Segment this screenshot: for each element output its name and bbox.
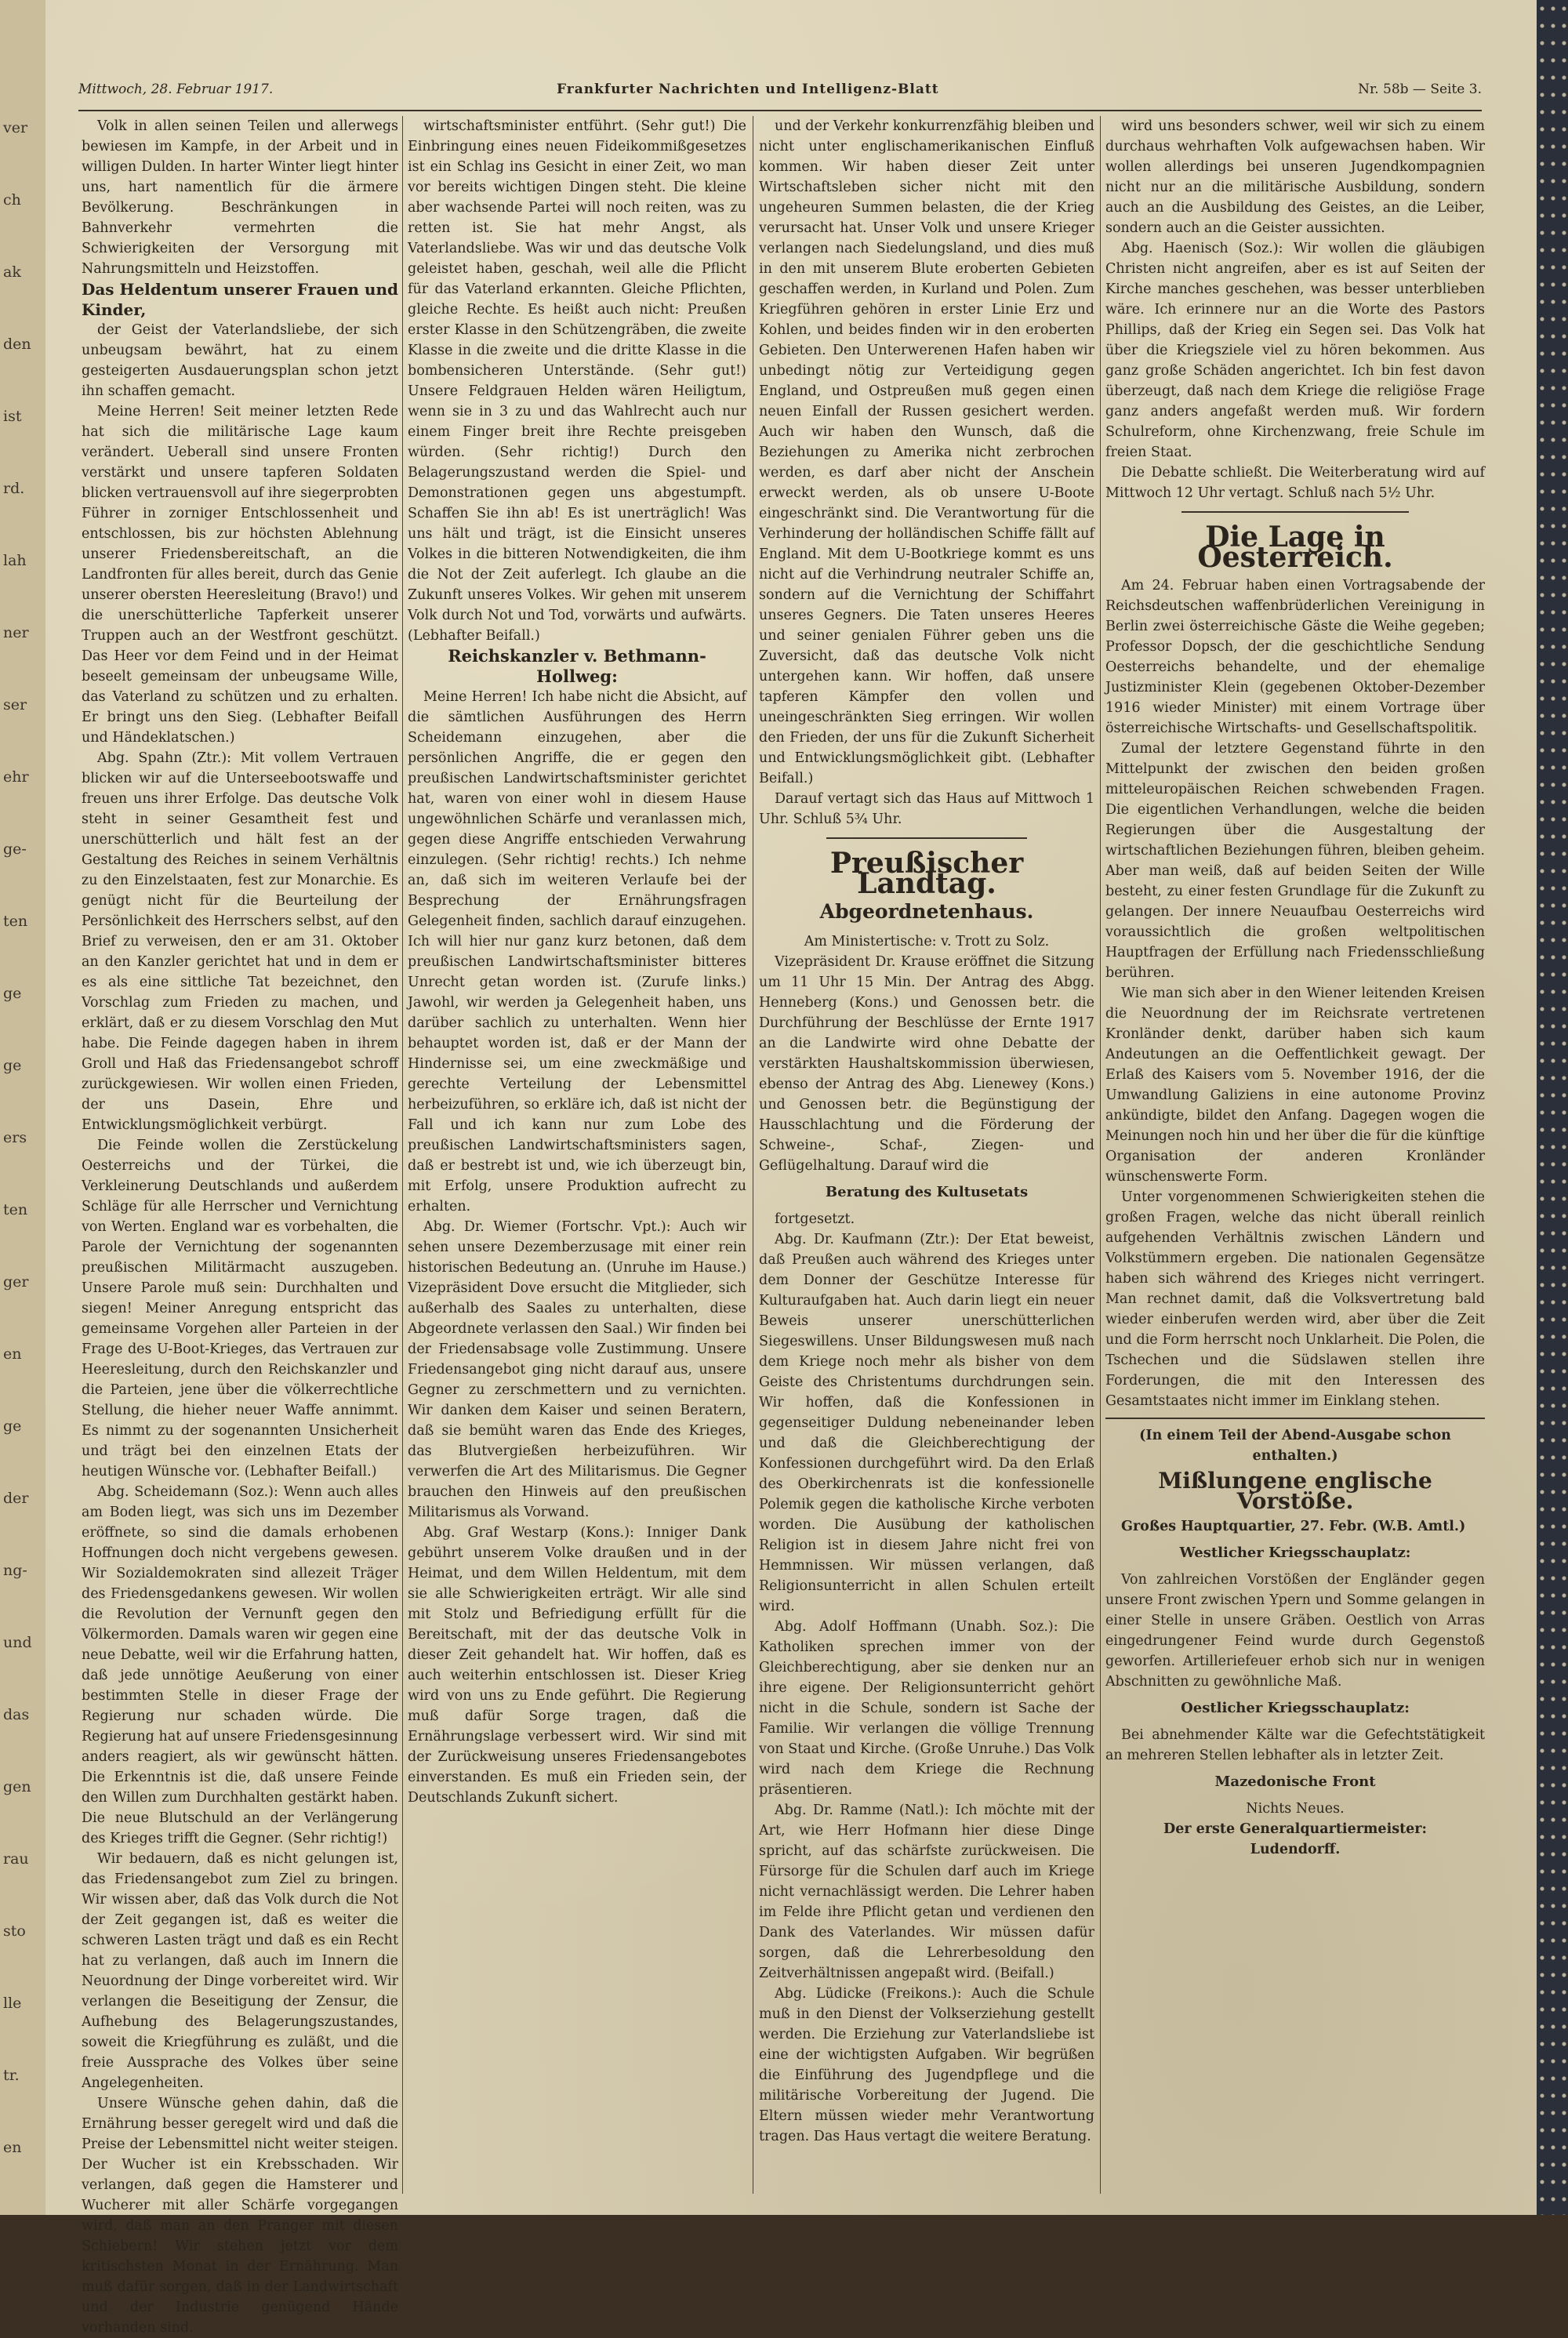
- binding-edge: [1537, 0, 1568, 2215]
- adjacent-page-fragment: ehr: [3, 768, 29, 786]
- column-2: [408, 116, 746, 2202]
- eastern-front-heading: Oestlicher Kriegsschauplatz:: [1181, 1700, 1410, 1716]
- macedonian-front-heading: Mazedonische Front: [1214, 1773, 1376, 1790]
- article-paragraph: fortgesetzt.: [775, 1211, 855, 1227]
- page-header: [78, 82, 1482, 108]
- article-paragraph: Abg. Lüdicke (Freikons.): Auch die Schule muß in den Dienst der Volkserziehung gestellt werden. Die Erziehung zur Vaterlandsliebe ist eine der wichtigsten Aufgaben. Wir begrüßen die Einführung des Jugendpflege und die militärische Vorbereitung der Jugend. Die Eltern müssen wieder mehr Verantwortung tragen. Das Haus vertagt die weitere Beratung.: [759, 1986, 1094, 2144]
- adjacent-page-fragment: ers: [3, 1129, 27, 1146]
- article-paragraph: Abg. Dr. Kaufmann (Ztr.): Der Etat beweist, daß Preußen auch während des Krieges unter dem Donner der Geschütze Interesse für Kulturaufgaben hat. Auch darin liegt ein neuer Beweis unserer unerschütterlichen Siegeswillens. Unser Bildungswesen muß nach dem Kriege noch mehr als bisher von dem Geiste des Christentums durchdrungen sein. Wir hoffen, daß die Konfessionen in gegenseitiger Duldung nebeneinander leben und daß die Gleichberechtigung der Konfessionen durchgeführt wird. Da den Erlaß des Oberkirchenrats ist die konfessionelle Polemik gegen die katholische Kirche verboten worden. Die Ausübung der katholischen Religion ist in diesem Jahre nicht frei von Hemmnissen. Wir müssen verlangen, daß Religionsunterricht in allen Schulen erteilt wird.: [759, 1232, 1094, 1614]
- article-paragraph: Abg. Spahn (Ztr.): Mit vollem Vertrauen blicken wir auf die Unterseebootswaffe und freuen uns ihrer Erfolge. Das deutsche Volk steht in seiner Gesamtheit fest und unerschütterlich und hält fest an der Gestaltung des Reiches in seinem Verhältnis zu den Einzelstaaten, fest zur Monarchie. Es genügt nicht für die Beurteilung der Persönlichkeit des Herrschers selbst, auf den Brief zu verweisen, den er am 31. Oktober an den Kanzler gerichtet hat und in dem er es als eine sittliche Tat bezeichnet, den Vorschlag zum Frieden zu machen, und erklärt, daß er zu diesem Vorschlag den Mut habe. Die Feinde dagegen haben in ihrem Groll und Haß das Friedensangebot schroff zurückgewiesen. Wir wollen einen Frieden, der uns Dasein, Ehre und Entwicklungsmöglichkeit verbürgt.: [82, 750, 398, 1133]
- article-title: Preußischer Landtag.: [829, 847, 1024, 900]
- article-title: Die Lage in Oesterreich.: [1197, 521, 1393, 574]
- edition-note: (In einem Teil der Abend-Ausgabe schon enthalten.): [1139, 1428, 1451, 1464]
- article-paragraph: Abg. Scheidemann (Soz.): Wenn auch alles am Boden liegt, was sich uns im Dezember eröffnete, so sind die damals erhobenen Hoffnungen doch nicht vergebens gewesen. Wir Sozialdemokraten sind allezeit Träger des Friedensgedankens gewesen. Wir wollen die Revolution der Vernunft gegen den Völkermorden. Damals waren wir gegen eine neue Debatte, weil wir die Erfahrung hatten, daß jede unnötige Aeußerung von einer bestimmten Stelle in dieser Frage der Regierung nur schaden würde. Die Regierung hat auf unsere Friedensgesinnung anders reagiert, als wir gewünscht hätten. Die Erkenntnis ist die, daß unsere Feinde den Willen zum Durchhalten gestärkt haben. Die neue Blutschuld an der Verlängerung des Krieges trifft die Gegner. (Sehr richtig!): [82, 1484, 398, 1846]
- western-front-text: Von zahlreichen Vorstößen der Engländer gegen unsere Front zwischen Ypern und Somme gelangen in einer Stelle in unsere Gräben. Oestlich von Arras eingedrungener Feind wurde durch Gegenstoß geworfen. Artilleriefeuer erhob sich nur in wenigen Abschnitten zu gewöhnliche Maß.: [1105, 1572, 1485, 1690]
- adjacent-page-fragment: lle: [3, 1995, 22, 2012]
- column-3: [759, 116, 1094, 2202]
- adjacent-page-fragment: tr.: [3, 2067, 20, 2084]
- signoff-title: Der erste Generalquartiermeister:: [1163, 1821, 1427, 1837]
- adjacent-page-fragment: ver: [3, 119, 28, 136]
- adjacent-page-fragment: ge: [3, 985, 22, 1002]
- adjacent-page-fragment: und: [3, 1634, 32, 1651]
- adjacent-page-fragment: ge: [3, 1418, 22, 1435]
- adjacent-page-fragment: ger: [3, 1273, 29, 1291]
- adjacent-page-fragment: rd.: [3, 480, 25, 497]
- adjacent-page-fragment: ng-: [3, 1562, 27, 1579]
- newspaper-title: Frankfurter Nachrichten und Intelligenz-Blatt: [557, 82, 939, 97]
- article-paragraph: Vizepräsident Dr. Krause eröffnet die Sitzung um 11 Uhr 15 Min. Der Antrag des Abgg. Henneberg (Kons.) und Genossen betr. die Durchführung der Beschlüsse der Ernte 1917 an die Landwirte wird ohne Debatte der verstärkten Haushaltskommission überwiesen, ebenso der Antrag des Abg. Lienewey (Kons.) und Genossen betr. die Begünstigung der Hausschlachtung und die Förderung der Schweine-, Schaf-, Ziegen- und Geflügelhaltung. Darauf wird die: [759, 954, 1094, 1174]
- adjacent-page-fragment: sto: [3, 1922, 26, 1940]
- adjacent-page-fragment: en: [3, 2139, 22, 2156]
- section-heading: Das Heldentum unserer Frauen und Kinder,: [82, 280, 398, 319]
- adjacent-page-fragment: das: [3, 1706, 30, 1723]
- article-paragraph: der Geist der Vaterlandsliebe, der sich unbeugsam bewährt, hat zu einem gesteigerten Ausdauerungsplan schon jetzt ihn schaffen gemacht.: [82, 322, 398, 399]
- article-paragraph: Die Debatte schließt. Die Weiterberatung wird auf Mittwoch 12 Uhr vertagt. Schluß nach 5½ Uhr.: [1105, 465, 1485, 501]
- column-divider: [402, 116, 403, 2194]
- article-paragraph: Die Feinde wollen die Zerstückelung Oesterreichs und der Türkei, die Verkleinerung Deutschlands und außerdem Schläge für alle Herrscher und Vernichtung von Werten. England war es vorbehalten, die Parole der Vernichtung der sogenannten preußischen Militärmacht auszugeben. Unsere Parole muß sein: Durchhalten und siegen! Meiner Anregung entspricht das gemeinsame Vorgehen aller Parteien in der Frage des U-Boot-Krieges, das Vertrauen zur Heeresleitung, durch den Reichskanzler und die Parteien, jene über die völkerrechtliche Stellung, die hieher neuer Waffe annimmt. Es nimmt zu der sogenannten Unsicherheit und trägt bei den einzelnen Etats der heutigen Wünsche vor. (Lebhafter Beifall.): [82, 1138, 398, 1479]
- column-1: [82, 116, 398, 2336]
- adjacent-page-fragment: gen: [3, 1778, 31, 1795]
- adjacent-page-fragment: der: [3, 1490, 29, 1507]
- article-paragraph: Meine Herren! Ich habe nicht die Absicht, auf die sämtlichen Ausführungen des Herrn Scheidemann einzugehen, aber die persönlichen Angriffe, die er gegen den preußischen Landwirtschaftsminister gerichtet hat, waren von einer wohl in diesem Hause ungewöhnlichen Schärfe und veranlassen mich, gegen diese Angriffe entschieden Verwahrung einzulegen. (Sehr richtig! rechts.) Ich nehme an, daß sich im weiteren Verlaufe bei der Besprechung der Ernährungsfragen Gelegenheit finden, sachlich darauf einzugehen. Ich will hier nur ganz kurz betonen, daß dem preußischen Landwirtschaftsminister bitteres Unrecht getan worden ist. (Zurufe links.) Jawohl, wir werden ja Gelegenheit haben, uns darüber sachlich zu unterhalten. Wenn hier behauptet worden ist, daß er der Mann der Hindernisse sei, um eine zweckmäßige und gerechte Verteilung der Lebensmittel herbeizuführen, so erkläre ich, daß ist nicht der Fall und ich kann nur zum Lobe des preußischen Landwirtschaftsministers sagen, daß er bestrebt ist und, wie ich überzeugt bin, mit Erfolg, unsere Produktion aufrecht zu erhalten.: [408, 689, 746, 1214]
- article-paragraph: Abg. Dr. Wiemer (Fortschr. Vpt.): Auch wir sehen unsere Dezemberzusage mit einer rein historischen Bedeutung an. (Unruhe im Hause.) Vizepräsident Dove ersucht die Mitglieder, sich außerhalb des Saales zu unterhalten, diese Abgeordnete verlassen den Saal.) Wir finden bei der Friedensabsage volle Zustimmung. Unsere Friedensangebot ging nicht darauf aus, unsere Gegner zu zerschmettern und zu vernichten. Wir danken dem Kaiser und seinen Beratern, daß sie bemüht waren das Ende des Krieges, das Blutvergießen herbeizuführen. Wir verwerfen die Art des Militarismus. Die Gegner brauchen den Hinweis auf den preußischen Militarismus als Vorwand.: [408, 1219, 746, 1520]
- article-paragraph: Darauf vertagt sich das Haus auf Mittwoch 1 Uhr. Schluß 5¾ Uhr.: [759, 791, 1094, 827]
- adjacent-page-fragment: ak: [3, 263, 21, 281]
- adjacent-page-fragment: ch: [3, 191, 21, 209]
- adjacent-page-fragment: lah: [3, 552, 27, 569]
- western-front-heading: Westlicher Kriegsschauplatz:: [1179, 1545, 1411, 1561]
- article-paragraph: Am 24. Februar haben einen Vortragsabende der Reichsdeutschen waffenbrüderlichen Vereinigung in Berlin zwei österreichische Gäste die Weihe gegeben; Professor Dopsch, der die geschichtliche Sendung Oesterreichs behandelte, und der ehemalige Justizminister Klein (gegebenen Oktober-Dezember 1916 wieder Minister) mit einem Vortrage über österreichische Wirtschafts- und Gesellschaftspolitik.: [1105, 578, 1485, 736]
- article-paragraph: Wir bedauern, daß es nicht gelungen ist, das Friedensangebot zum Ziel zu bringen. Wir wissen aber, daß das Volk durch die Not der Zeit gegangen ist, daß es weiter die schweren Lasten trägt und daß es ein Recht hat zu verlangen, daß auch im Innern die Neuordnung der Dinge vorbereitet wird. Wir verlangen die Beseitigung der Zensur, die Aufhebung des Belagerungszustandes, soweit die Kriegführung es zuläßt, und die freie Aussprache des Volkes über seine Angelegenheiten.: [82, 1851, 398, 2091]
- adjacent-page-fragment: ge: [3, 1057, 22, 1074]
- article-paragraph: Abg. Adolf Hoffmann (Unabh. Soz.): Die Katholiken sprechen immer von der Gleichberechtigung, aber sie denken nur an ihre eigene. Der Religionsunterricht gehört nicht in die Schule, sondern ist Sache der Familie. Wir verlangen die völlige Trennung von Staat und Kirche. (Große Unruhe.) Das Volk wird nach dem Kriege die Rechnung präsentieren.: [759, 1619, 1094, 1798]
- article-paragraph: wirtschaftsminister entführt. (Sehr gut!) Die Einbringung eines neuen Fideikommißgesetzes ist ein Schlag ins Gesicht in einer Zeit, wo man vor bereits wichtigen Dingen steht. Die kleine aber wachsende Partei will noch reiten, was zu retten ist. Sie hat mehr Angst, als Vaterlandsliebe. Was wir und das deutsche Volk geleistet haben, geschah, weil alle die Pflicht für das Vaterland erkannten. Gleiche Pflichten, gleiche Rechte. Es heißt auch nicht: Preußen erster Klasse in den Schützengräben, die zweite Klasse in die zweite und die dritte Klasse in die bombensicheren Unterstände. (Sehr gut!) Unsere Feldgrauen Helden wären Heiligtum, wenn sie in 3 zu und das Wahlrecht auch nur einem Finger breit ihre Rechte preisgeben würden. (Sehr richtig!) Durch den Belagerungszustand werden die Spiel- und Demonstrationen gegen uns abgestumpft. Schaffen Sie ihn ab! Es ist unerträglich! Was uns hält und trägt, ist die Einsicht unseres Volkes in die bitteren Notwendigkeiten, die ihm die Not der Zeit auferlegt. Ich glaube an die Zukunft unseres Volkes. Wir gehen mit unserem Volk durch Not und Tod, vorwärts und aufwärts. (Lebhafter Beifall.): [408, 118, 746, 644]
- adjacent-page-fragment: en: [3, 1345, 22, 1363]
- adjacent-page-fragment: ner: [3, 624, 29, 641]
- adjacent-page-fragment: ten: [3, 913, 28, 930]
- article-paragraph: Wie man sich aber in den Wiener leitenden Kreisen die Neuordnung der im Reichsrate vertretenen Kronländer denkt, darüber haben sich kaum Andeutungen an die Oeffentlichkeit gewagt. Der Erlaß des Kaisers vom 5. November 1916, der die Umwandlung Galiziens in eine autonome Provinz ankündigte, bildet den Anfang. Dagegen wogen die Meinungen noch hin und her über die für die künftige Organisation der anderen Kronländer wünschenswerte Form.: [1105, 986, 1485, 1185]
- article-paragraph: Abg. Dr. Ramme (Natl.): Ich möchte mit der Art, wie Herr Hofmann hier diese Dinge spricht, auf das schärfste zurückweisen. Die Fürsorge für die Schulen darf auch im Kriege nicht vernachlässigt werden. Die Lehrer haben im Felde ihre Pflicht getan und verdienen den Dank des Vaterlandes. Wir müssen dafür sorgen, daß die Lehrerbesoldung den Zeitverhältnissen angepaßt wird. (Beifall.): [759, 1803, 1094, 1981]
- signoff-name: Ludendorff.: [1250, 1842, 1341, 1857]
- header-rule: [78, 110, 1482, 111]
- adjacent-page-fragment: den: [3, 336, 31, 353]
- article-paragraph: wird uns besonders schwer, weil wir sich zu einem durchaus wehrhaften Volk aufgewachsen haben. Wir wollen allerdings bei unseren Jugendkompagnien nicht nur an die militärische Ausbildung, sondern auch an die Ausbildung des Geistes, an die Leiber, sondern auch an die Geister aussichten.: [1105, 118, 1485, 236]
- section-separator: [1181, 511, 1409, 513]
- issue-number: Nr. 58b — Seite 3.: [1358, 82, 1482, 97]
- column-4: [1105, 116, 1485, 2202]
- adjacent-page-edge: [0, 0, 48, 2215]
- adjacent-page-fragment: ist: [3, 408, 22, 425]
- article-paragraph: Zumal der letztere Gegenstand führte in den Mittelpunkt der zwischen den beiden großen mitteleuropäischen Reichen schwebenden Fragen. Die eigentlichen Verhandlungen, welche die beiden Regierungen über die Ausgestaltung der wirtschaftlichen Beziehungen führen, bleiben geheim. Aber man weiß, daß auf beiden Seiten der Wille besteht, zu einer festen Grundlage für die Zukunft zu gelangen. Der innere Neuaufbau Oesterreichs wird voraussichtlich die großen weltpolitischen Hauptfragen der Erfüllung nach Friedensschließung berühren.: [1105, 741, 1485, 981]
- ministry-line: Am Ministertische: v. Trott zu Solz.: [804, 934, 1050, 949]
- section-separator: [826, 837, 1028, 839]
- box-rule: [1105, 1418, 1485, 1419]
- article-subtitle: Abgeordnetenhaus.: [819, 900, 1034, 923]
- section-heading: Beratung des Kultusetats: [825, 1184, 1029, 1200]
- column-divider: [1100, 116, 1101, 2194]
- article-paragraph: und der Verkehr konkurrenzfähig bleiben und nicht unter englischamerikanischen Einfluß kommen. Wir haben dieser Zeit unter Wirtschaftsleben sicher nicht mit den ungeheuren Summen belasten, die der Krieg verursacht hat. Unser Volk und unsere Krieger verlangen nach Siedelungsland, und dies muß in den mit unserem Blute eroberten Gebieten geschaffen werden, in Kurland und Polen. Zum Kriegführen gehören in erster Linie Erz und Kohlen, und beides finden wir in den eroberten Gebieten. Den Unterwerenen Hafen haben wir unbedingt nötig zur Verteidigung gegen England, und Ostpreußen muß gegen einen neuen Einfall der Russen gesichert werden. Auch wir haben den Wunsch, daß die Beziehungen zu Amerika nicht zerbrochen werden, es darf aber nicht der Anschein erweckt werden, als ob unsere U-Boote eingeschränkt sind. Die Verantwortung für die Verhinderung der holländischen Schiffe fällt auf England. Mit dem U-Bootkriege kommt es uns nicht auf die Verhindrung neutraler Schiffe an, sondern auf die Vernichtung der Schiffahrt unseres Gegners. Die Taten unseres Heeres und seiner genialen Führer geben uns die Zuversicht, daß das deutsche Volk nicht untergehen kann. Wir hoffen, daß unsere tapferen Kämpfer den vollen und uneingeschränkten Sieg erringen. Wir wollen den Frieden, der uns für die Zukunft Sicherheit und Entwicklungsmöglichkeit gibt. (Lebhafter Beifall.): [759, 118, 1095, 786]
- header-date: Mittwoch, 28. Februar 1917.: [78, 82, 274, 97]
- article-paragraph: Unter vorgenommenen Schwierigkeiten stehen die großen Fragen, welche das nicht überall reinlich aufgehenden Verhältnis zwischen Ländern und Volkstümmern ergeben. Die nationalen Gegensätze haben sich während des Krieges nicht verringert. Man rechnet damit, daß die Volksvertretung bald wieder einberufen werden wird, aber über die Zeit und die Form herrscht noch Unklarheit. Die Polen, die Tschechen und die Südslawen stellen ihre Forderungen, die mit den Interessen des Gesamtstaates nicht immer im Einklang stehen.: [1105, 1189, 1485, 1409]
- adjacent-page-fragment: ser: [3, 696, 27, 713]
- article-paragraph: Unsere Wünsche gehen dahin, daß die Ernährung besser geregelt wird und daß die Preise der Lebensmittel nicht weiter steigen. Der Wucher ist ein Krebsschaden. Wir verlangen, daß gegen die Hamsterer und Wucherer mit aller Schärfe vorgegangen wird, daß man an den Pranger mit diesen Schiebern! Wir stehen jetzt vor dem kritischsten Monat in der Ernährung. Man muß dafür sorgen, daß in der Landwirtschaft und der Industrie genügend Hände vorhanden sind.: [82, 2096, 398, 2336]
- article-paragraph: Volk in allen seinen Teilen und allerwegs bewiesen im Kampfe, in der Arbeit und in willigen Dulden. In harter Winter liegt hinter uns, hart namentlich für die ärmere Bevölkerung. Beschränkungen in Bahnverkehr vermehrten die Schwierigkeiten der Versorgung mit Nahrungsmitteln und Heizstoffen.: [82, 118, 398, 277]
- war-report-title: Mißlungene englische Vorstöße.: [1158, 1468, 1432, 1514]
- eastern-front-text: Bei abnehmender Kälte war die Gefechtstätigkeit an mehreren Stellen lebhafter als in letzter Zeit.: [1105, 1727, 1485, 1763]
- adjacent-page-fragment: ten: [3, 1201, 28, 1218]
- article-paragraph: Abg. Haenisch (Soz.): Wir wollen die gläubigen Christen nicht angreifen, aber es ist auf Seiten der Kirche manches geschehen, was besser unterblieben wäre. Ich erinnere nur an die Worte des Pastors Phillips, daß der Krieg ein Segen sei. Das Volk hat über die Kriegsziele viel zu hören bekommen. Aus ganz große Schäden angerichtet. Ich bin fest davon überzeugt, daß nach dem Kriege die religiöse Frage ganz anders angefaßt werden muß. Wir fordern Schulreform, ohne Kirchenzwang, freie Schule im freien Staat.: [1105, 241, 1485, 460]
- article-paragraph: Meine Herren! Seit meiner letzten Rede hat sich die militärische Lage kaum verändert. Ueberall sind unsere Fronten verstärkt und unsere tapferen Soldaten blicken vertrauensvoll auf ihre siegerprobten Führer in zorniger Entschlossenheit und entschlossen, bis zur höchsten Ablehnung unserer Friedensbereitschaft, an die Landfronten für alles bereit, durch das Genie unserer obersten Heeresleitung (Bravo!) und die unerschütterliche Tapferkeit unserer Truppen auch an der Westfront geschützt. Das Heer vor dem Feind und in der Heimat beseelt gemeinsam der unbeugsame Wille, das Vaterland zu schützen und zu erhalten. Er bringt uns den Sieg. (Lebhafter Beifall und Händeklatschen.): [82, 404, 398, 746]
- adjacent-page-fragment: rau: [3, 1850, 29, 1868]
- adjacent-page-fragment: ge-: [3, 840, 27, 858]
- article-paragraph: Abg. Graf Westarp (Kons.): Inniger Dank gebührt unserem Volke draußen und in der Heimat, und dem Willen Heldentum, mit dem sie alle Schwierigkeiten erträgt. Wir alle sind mit Stolz und Befriedigung erfüllt für die Bereitschaft, mit der das deutsche Volk in dieser Zeit gehandelt hat. Wir hoffen, daß es auch weiterhin entschlossen ist. Dieser Krieg wird von uns zu Ende geführt. Die Regierung muß dafür Sorge tragen, daß die Ernährungslage verbessert wird. Wir sind mit der Zurückweisung unseres Friedensangebotes einverstanden. Es muß ein Frieden sein, der Deutschlands Zukunft sichert.: [408, 1525, 746, 1806]
- war-report-dateline: Großes Hauptquartier, 27. Febr. (W.B. Amtl.): [1121, 1519, 1466, 1534]
- speaker-heading: Reichskanzler v. Bethmann-Hollweg:: [448, 646, 706, 686]
- macedonian-front-text: Nichts Neues.: [1246, 1801, 1345, 1817]
